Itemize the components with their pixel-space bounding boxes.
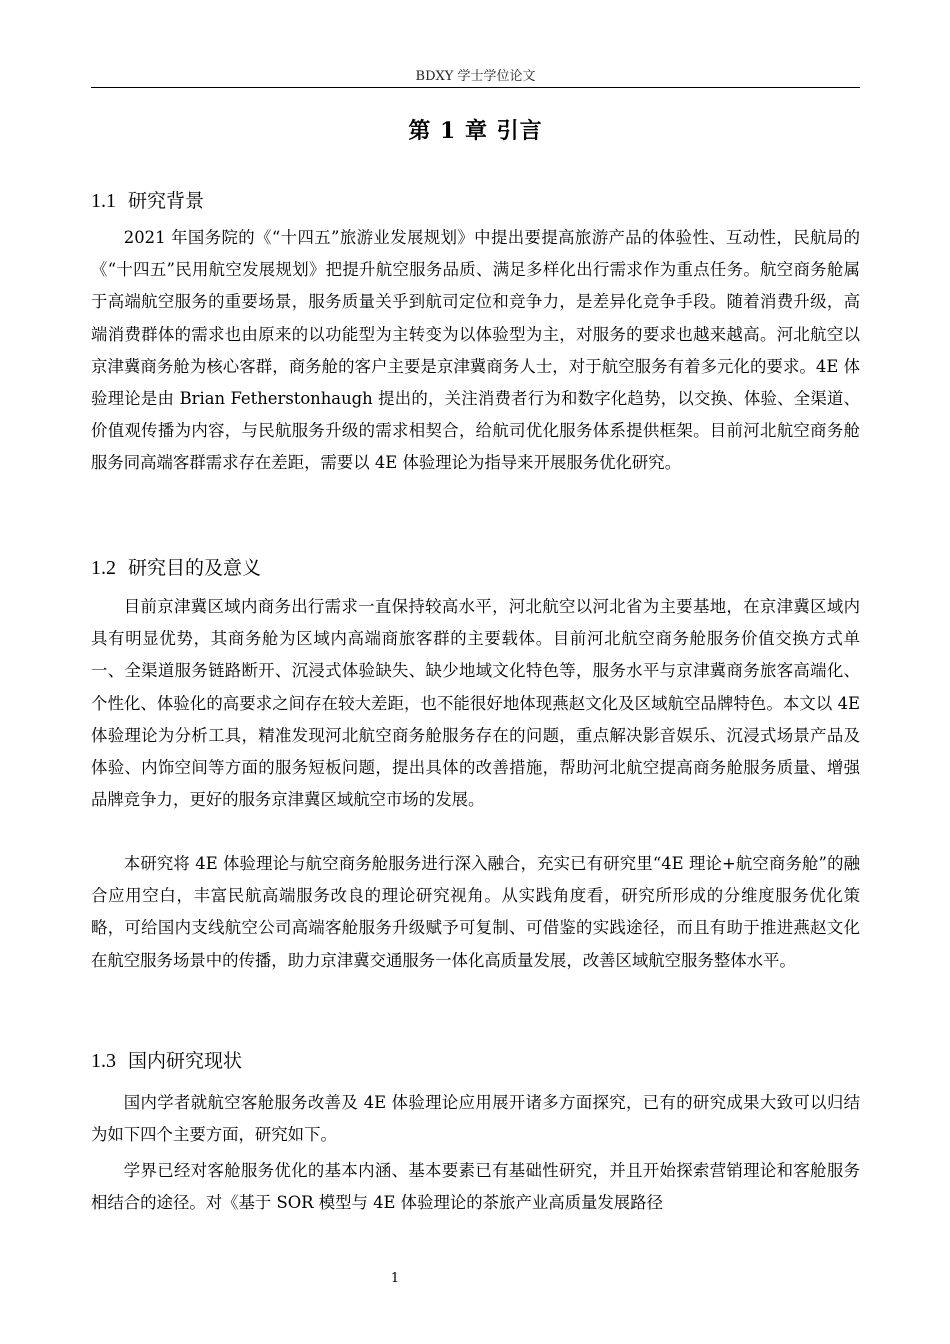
paragraph: 国内学者就航空客舱服务改善及 4E 体验理论应用展开诸多方面探究，已有的研究成果大致可以归结为如下四个主要方面，研究如下。 <box>91 1093 860 1145</box>
paragraph: 学界已经对客舱服务优化的基本内涵、基本要素已有基础性研究，并且开始探索营销理论和客舱服务相结合的途径。对《基于 SOR 模型与 4E 体验理论的茶旅产业高质量发展路径 <box>91 1161 860 1213</box>
section-number: 1.2 <box>91 557 116 579</box>
section-heading-1-3 <box>91 1048 860 1074</box>
section-heading-1-2 <box>91 555 860 581</box>
section-number: 1.3 <box>91 1050 116 1072</box>
section-heading-1-1 <box>91 188 860 214</box>
chapter-title: 第 1 章 引言 <box>408 118 543 144</box>
section-title: 国内研究现状 <box>128 1050 243 1072</box>
paragraph: 目前京津冀区域内商务出行需求一直保持较高水平，河北航空以河北省为主要基地，在京津冀区域内具有明显优势，其商务舱为区域内高端商旅客群的主要载体。目前河北航空商务舱服务价值交换方式单一、全渠道服务链路断开、沉浸式体验缺失、缺少地域文化特色等，服务水平与京津冀商务旅客高端化、个性化、体验化的高要求之间存在较大差距，也不能很好地体现燕赵文化及区域航空品牌特色。本文以 4E 体验理论为分析工具，精准发现河北航空商务舱服务存在的问题，重点解决影音娱乐、沉浸式场景产品及体验、内饰空间等方面的服务短板问题，提出具体的改善措施，帮助河北航空提高商务舱服务质量、增强品牌竞争力，更好的服务京津冀区域航空市场的发展。 <box>91 597 860 810</box>
section-title: 研究目的及意义 <box>128 557 262 579</box>
section-title: 研究背景 <box>128 190 205 212</box>
section-number: 1.1 <box>91 190 116 212</box>
page-number: 1 <box>390 1271 400 1286</box>
paragraph: 2021 年国务院的《“十四五”旅游业发展规划》中提出要提高旅游产品的体验性、互动性，民航局的《“十四五”民用航空发展规划》把提升航空服务品质、满足多样化出行需求作为重点任务。航空商务舱属于高端航空服务的重要场景，服务质量关乎到航司定位和竞争力，是差异化竞争手段。随着消费升级，高端消费群体的需求也由原来的以功能型为主转变为以体验型为主，对服务的要求也越来越高。河北航空以京津冀商务舱为核心客群，商务舱的客户主要是京津冀商务人士，对于航空服务有着多元化的要求。4E 体验理论是由 Brian Fetherstonhaugh 提出的，关注消费者行为和数字化趋势，以交换、体验、全渠道、价值观传播为内容，与民航服务升级的需求相契合，给航司优化服务体系提供框架。目前河北航空商务舱服务同高端客群需求存在差距，需要以 4E 体验理论为指导来开展服务优化研究。 <box>91 228 860 473</box>
paragraph: 本研究将 4E 体验理论与航空商务舱服务进行深入融合，充实已有研究里“4E 理论+航空商务舱”的融合应用空白，丰富民航高端服务改良的理论研究视角。从实践角度看，研究所形成的分维度服务优化策略，可给国内支线航空公司高端客舱服务升级赋予可复制、可借鉴的实践途径，而且有助于推进燕赵文化在航空服务场景中的传播，助力京津冀交通服务一体化高质量发展，改善区域航空服务整体水平。 <box>91 854 860 970</box>
running-header: BDXY 学士学位论文 <box>91 68 860 88</box>
